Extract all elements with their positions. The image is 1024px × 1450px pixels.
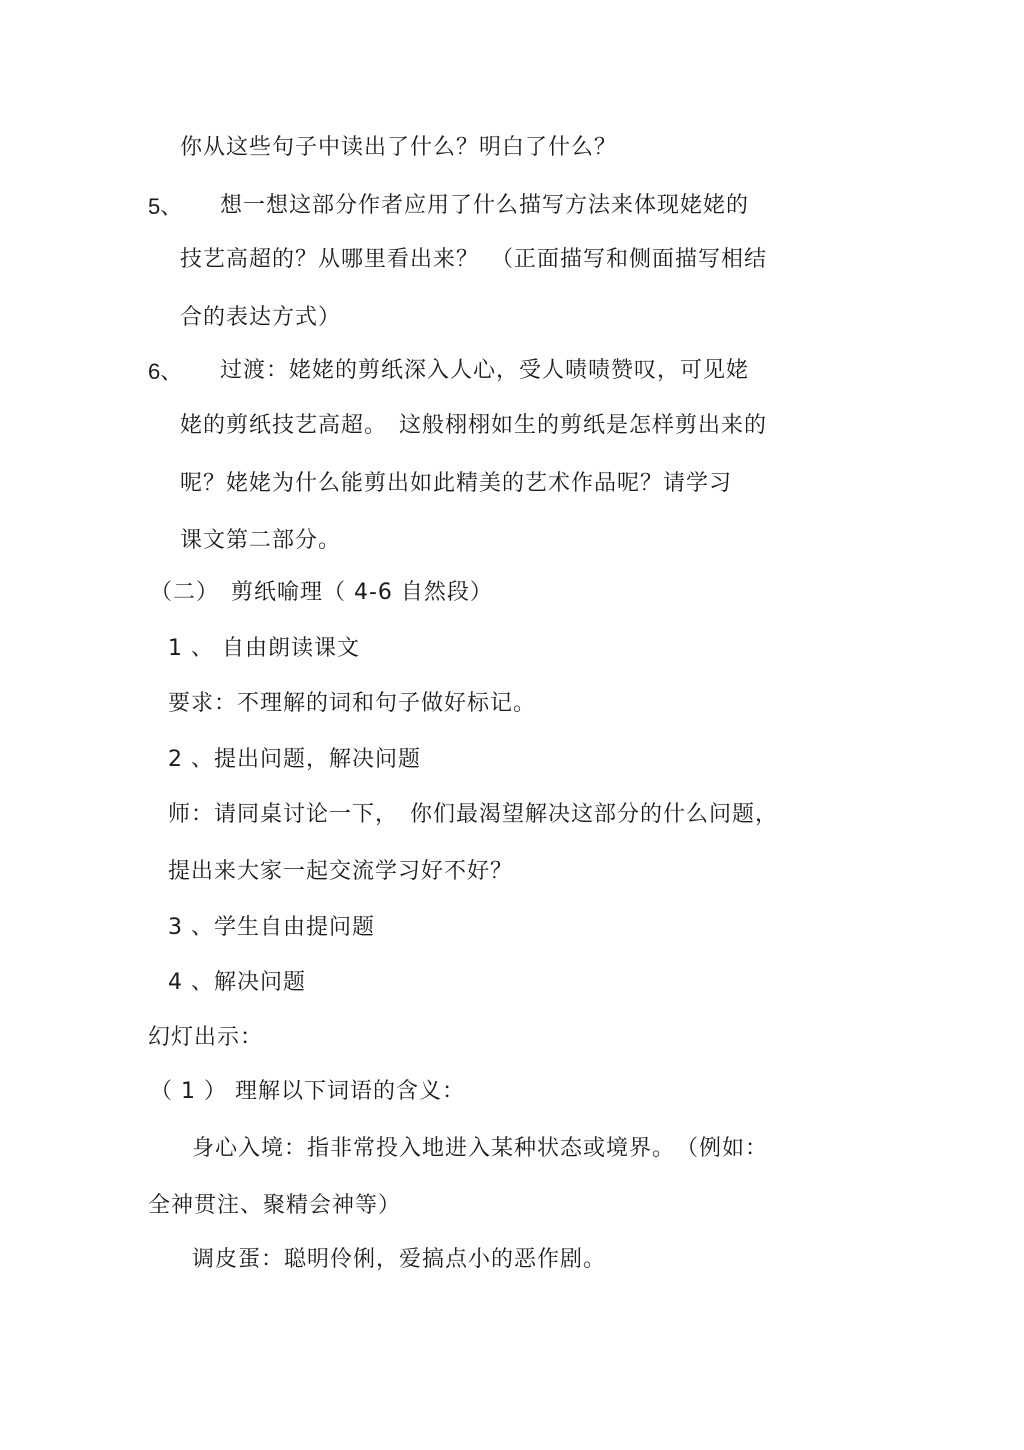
text-line: 想一想这部分作者应用了什么描写方法来体现姥姥的 [220, 193, 750, 218]
text-line: 呢？姥姥为什么能剪出如此精美的艺术作品呢？请学习 [180, 471, 733, 496]
section-heading: （二） 剪纸喻理（ 4-6 自然段） [150, 580, 493, 605]
text-line: 全神贯注、聚精会神等） [148, 1193, 402, 1218]
item-number: 6、 [148, 359, 183, 384]
text-line: 4 、解决问题 [168, 970, 306, 995]
text-line: 要求：不理解的词和句子做好标记。 [168, 691, 537, 716]
text-line: 过渡：姥姥的剪纸深入人心，受人啧啧赞叹，可见姥 [220, 358, 750, 383]
text-line: 调皮蛋：聪明伶俐，爱搞点小的恶作剧。 [192, 1247, 607, 1272]
item-number: 5、 [148, 194, 183, 219]
text-line: 合的表达方式） [180, 305, 342, 330]
text-line: 2 、提出问题，解决问题 [168, 747, 421, 772]
text-line: 提出来大家一起交流学习好不好？ [168, 859, 514, 884]
text-line: 3 、学生自由提问题 [168, 915, 375, 940]
text-line: （ 1 ） 理解以下词语的含义： [150, 1079, 465, 1104]
text-line: 课文第二部分。 [180, 528, 342, 553]
text-line: 技艺高超的？从哪里看出来？ （正面描写和侧面描写相结 [180, 247, 768, 272]
text-line: 师：请同桌讨论一下， 你们最渴望解决这部分的什么问题， [168, 802, 779, 827]
text-line: 1 、 自由朗读课文 [168, 636, 360, 661]
text-line: 身心入境：指非常投入地进入某种状态或境界。 （例如： [192, 1136, 769, 1161]
text-line: 幻灯出示： [148, 1025, 264, 1050]
text-line: 你从这些句子中读出了什么？明白了什么？ [180, 135, 618, 160]
text-line: 姥的剪纸技艺高超。 这般栩栩如生的剪纸是怎样剪出来的 [180, 413, 768, 438]
